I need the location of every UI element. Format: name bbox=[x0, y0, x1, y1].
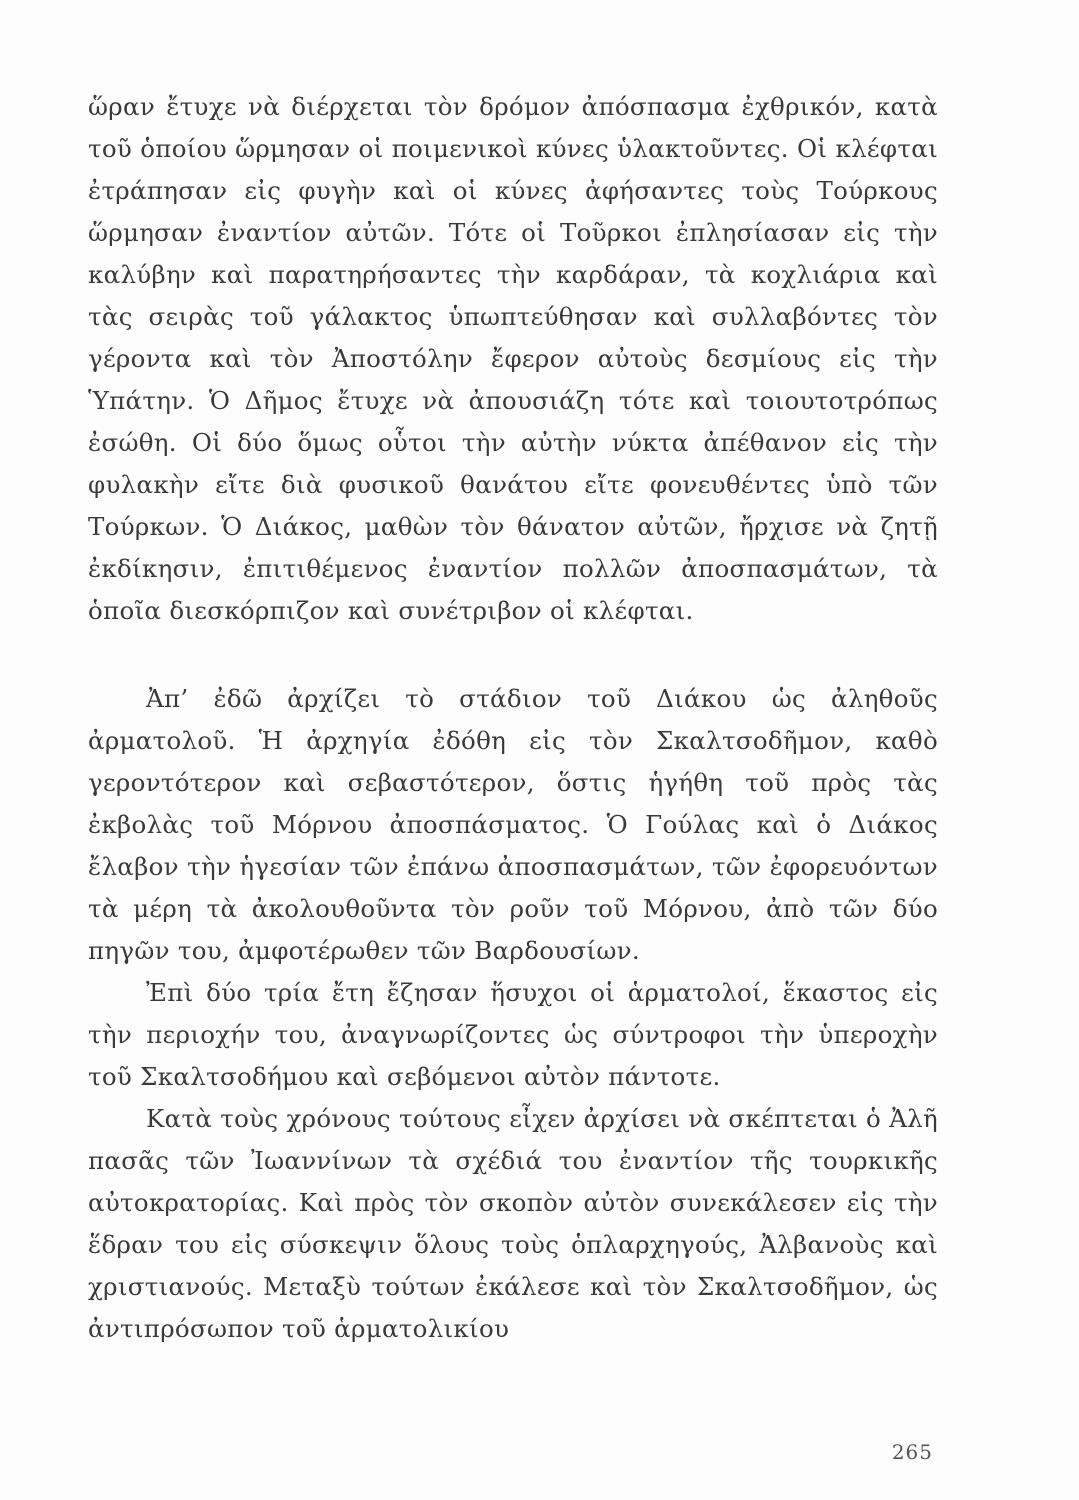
paragraph-4: Κατὰ τοὺς χρόνους τούτους εἶχεν ἀρχίσει νὰ σκέπτεται ὁ Ἀλῆ πασᾶς τῶν Ἰωαννίνων τὰ σχέδιά του ἐναντίον τῆς τουρκικῆς αὐτοκρατορίας. Καὶ πρὸς τὸν σκοπὸν αὐτὸν συνεκάλεσεν εἰς τὴν ἕδραν του εἰς σύσκεψιν ὅλους τοὺς ὁπλαρχηγούς, Ἀλβανοὺς καὶ χριστιανούς. Μεταξὺ τούτων ἐκάλεσε καὶ τὸν Σκαλτσοδῆμον, ὡς ἀντιπρόσωπον τοῦ ἁρματολικίου bbox=[88, 1104, 938, 1343]
body-text bbox=[88, 86, 938, 1350]
paragraph-2: Ἀπ’ ἐδῶ ἀρχίζει τὸ στάδιον τοῦ Διάκου ὡς ἀληθοῦς ἀρματολοῦ. Ἡ ἀρχηγία ἐδόθη εἰς τὸν Σκαλτσοδῆμον, καθὸ γεροντότερον καὶ σεβαστότερον, ὅστις ἡγήθη τοῦ πρὸς τὰς ἐκβολὰς τοῦ Μόρνου ἀποσπάσματος. Ὁ Γούλας καὶ ὁ Διάκος ἔλαβον τὴν ἡγεσίαν τῶν ἐπάνω ἀποσπασμάτων, τῶν ἐφορευόντων τὰ μέρη τὰ ἀκολουθοῦντα τὸν ροῦν τοῦ Μόρνου, ἀπὸ τῶν δύο πηγῶν του, ἀμφοτέρωθεν τῶν Βαρδουσίων. bbox=[88, 684, 938, 965]
section-gap bbox=[88, 632, 938, 678]
paragraph-3: Ἐπὶ δύο τρία ἔτη ἔζησαν ἥσυχοι οἱ ἁρματολοί, ἕκαστος εἰς τὴν περιοχήν του, ἀναγνωρίζοντες ὡς σύντροφοι τὴν ὑπεροχὴν τοῦ Σκαλτσοδήμου καὶ σεβόμενοι αὐτὸν πάντοτε. bbox=[88, 978, 938, 1091]
page-number: 265 bbox=[891, 1440, 933, 1464]
paragraph-1: ὥραν ἔτυχε νὰ διέρχεται τὸν δρόμον ἀπόσπασμα ἐχθρικόν, κατὰ τοῦ ὁποίου ὥρμησαν οἱ ποιμενικοὶ κύνες ὑλακτοῦντες. Οἱ κλέφται ἐτράπησαν εἰς φυγὴν καὶ οἱ κύνες ἀφήσαντες τοὺς Τούρκους ὥρμησαν ἐναντίον αὐτῶν. Τότε οἱ Τοῦρκοι ἐπλησίασαν εἰς τὴν καλύβην καὶ παρατηρήσαντες τὴν καρδάραν, τὰ κοχλιάρια καὶ τὰς σειρὰς τοῦ γάλακτος ὑπωπτεύθησαν καὶ συλλαβόντες τὸν γέροντα καὶ τὸν Ἀποστόλην ἔφερον αὐτοὺς δεσμίους εἰς τὴν Ὑπάτην. Ὁ Δῆμος ἔτυχε νὰ ἀπουσιάζη τότε καὶ τοιουτοτρόπως ἐσώθη. Οἱ δύο ὅμως οὗτοι τὴν αὐτὴν νύκτα ἀπέθανον εἰς τὴν φυλακὴν εἴτε διὰ φυσικοῦ θανάτου εἴτε φονευθέντες ὑπὸ τῶν Τούρκων. Ὁ Διάκος, μαθὼν τὸν θάνατον αὐτῶν, ἤρχισε νὰ ζητῇ ἐκδίκησιν, ἐπιτιθέμενος ἐναντίον πολλῶν ἀποσπασμάτων, τὰ ὁποῖα διεσκόρπιζον καὶ συνέτριβον οἱ κλέφται. bbox=[88, 92, 938, 625]
